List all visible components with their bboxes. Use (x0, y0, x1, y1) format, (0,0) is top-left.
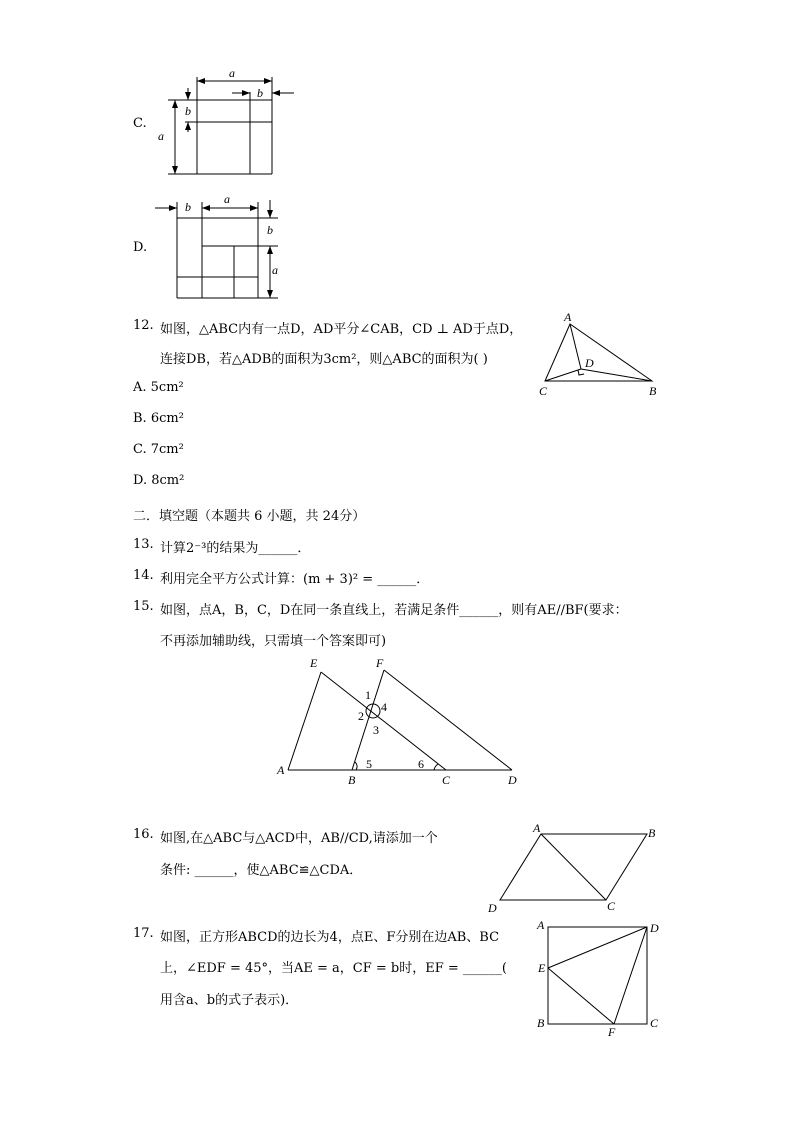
question-text: 上，∠EDF = 45°，当AE = a，CF = b时，EF = ______( (160, 961, 507, 976)
label-C: C (442, 773, 451, 787)
label-A: A (533, 821, 541, 835)
label-B: B (348, 773, 356, 787)
question-text: 不再添加辅助线，只需填一个答案即可) (160, 634, 387, 649)
question-text: 如图,在△ABC与△ACD中，AB//CD,请添加一个 (160, 831, 438, 846)
angle-5-label: 5 (366, 757, 372, 771)
question-text: 如图，△ABC内有一点D，AD平分∠CAB，CD ⊥ AD于点D， (160, 322, 523, 337)
label-C: C (607, 899, 616, 913)
label-B: B (648, 826, 656, 840)
label-a: a (224, 192, 230, 206)
angle-3-label: 3 (373, 723, 379, 737)
label-D: D (585, 356, 594, 370)
label-b: b (185, 200, 191, 214)
section-heading: 二．填空题（本题共 6 小题，共 24分） (133, 509, 366, 524)
question-number: 15. (133, 599, 154, 614)
question-text: 用含a、b的式子表示)． (160, 993, 299, 1008)
angle-1-label: 1 (365, 688, 371, 702)
question-text: 如图，点A，B，C，D在同一条直线上，若满足条件______，则有AE//BF(要求： (160, 603, 628, 618)
question-text: 条件: ______，使△ABC≌△CDA． (160, 863, 363, 878)
label-b: b (185, 104, 191, 118)
question-text: 利用完全平方公式计算：(m + 3)² = ______． (160, 572, 430, 587)
label-b: b (257, 86, 263, 100)
question-number: 14. (133, 568, 154, 583)
label-B: B (649, 384, 657, 398)
label-D: D (508, 773, 517, 787)
label-C: C (539, 384, 548, 398)
angle-4-label: 4 (381, 700, 387, 714)
option-c-label: C. (133, 116, 147, 131)
option-d: D. 8cm² (133, 473, 185, 488)
question-number: 17. (133, 926, 154, 941)
angle-2-label: 2 (358, 709, 364, 723)
angle-6-label: 6 (418, 757, 424, 771)
label-a: a (272, 263, 278, 277)
option-b: B. 6cm² (133, 411, 184, 426)
label-A: A (277, 763, 285, 777)
label-D: D (650, 921, 659, 935)
label-F: F (376, 656, 384, 670)
option-d-label: D. (133, 240, 148, 255)
question-text: 计算2⁻³的结果为______． (160, 541, 311, 556)
label-D: D (488, 901, 497, 915)
label-C: C (650, 1016, 659, 1030)
label-F: F (608, 1025, 616, 1039)
question-number: 13. (133, 537, 154, 552)
label-a: a (158, 129, 164, 143)
label-a: a (229, 66, 235, 80)
option-a: A. 5cm² (133, 380, 184, 395)
label-b: b (267, 223, 273, 237)
label-A: A (537, 918, 545, 932)
question-number: 16. (133, 827, 154, 842)
question-text: 连接DB，若△ADB的面积为3cm²，则△ABC的面积为( ) (160, 352, 488, 367)
label-E: E (538, 961, 546, 975)
option-c: C. 7cm² (133, 442, 184, 457)
question-text: 如图，正方形ABCD的边长为4，点E、F分别在边AB、BC (160, 930, 500, 945)
label-E: E (310, 656, 318, 670)
question-number: 12. (133, 318, 154, 333)
label-A: A (564, 310, 572, 324)
label-B: B (537, 1016, 545, 1030)
